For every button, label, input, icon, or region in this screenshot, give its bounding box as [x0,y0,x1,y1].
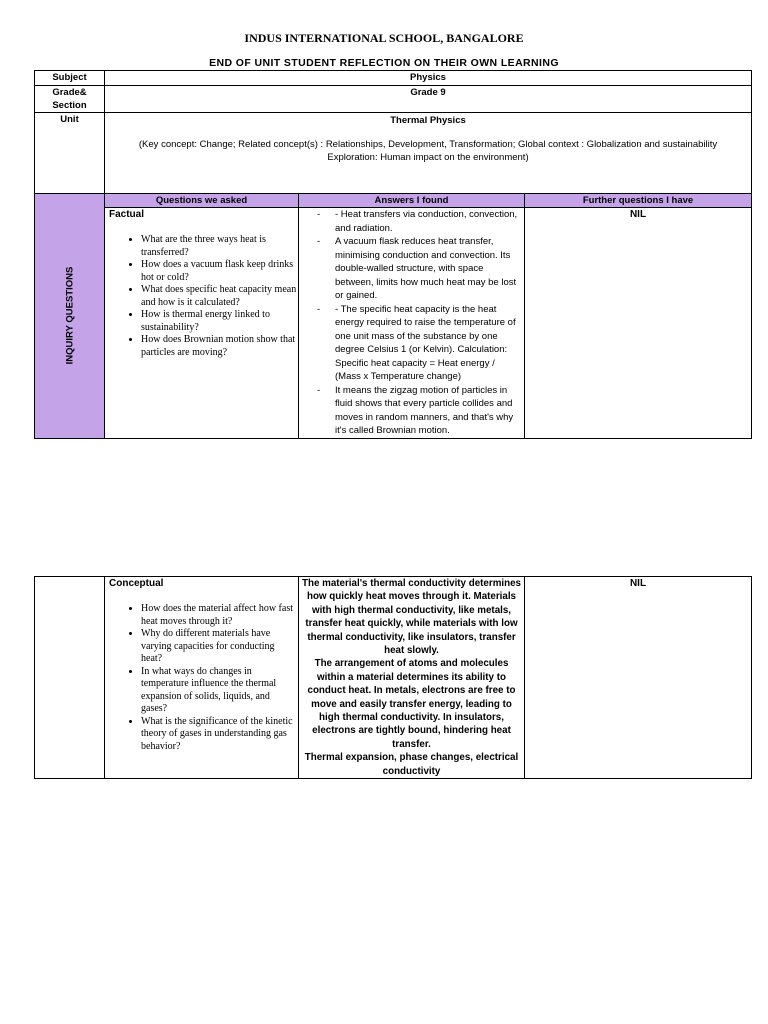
list-item: • Why do different materials have varying capacities for conducting heat? [141,628,298,666]
conceptual-title: Conceptual [109,578,164,589]
factual-title: Factual [109,209,145,220]
list-item: • How does a vacuum flask keep drinks hot or cold? [141,259,298,284]
document-title: END OF UNIT STUDENT REFLECTION ON THEIR OWN LEARNING [209,57,559,69]
list-item: • What are the three ways heat is transferred? [141,234,298,259]
unit-title: Thermal Physics [390,115,466,126]
col-further-header: Further questions I have [525,194,752,208]
conceptual-answer-1: The material's thermal conductivity determines how quickly heat moves through it. Materials with high thermal conductivity, like metals, transfer heat quickly, while materials with low thermal conductivity, like insulators, transfer heat slowly. [301,578,522,657]
inquiry-questions-label: INQUIRY QUESTIONS [64,266,75,365]
factual-answers-cell [299,208,525,439]
grade-value: Grade 9 [105,86,752,113]
list-item: • What does specific heat capacity mean and how is it calculated? [141,284,298,309]
list-item: • How does Brownian motion show that particles are moving? [141,334,298,359]
conceptual-further-cell: NIL [525,577,752,779]
unit-concept [105,138,751,164]
unit-label: Unit [35,113,105,194]
col-questions-header: Questions we asked [105,194,299,208]
school-name: INDUS INTERNATIONAL SCHOOL, BANGALORE [244,31,524,45]
list-item: • What is the significance of the kinetic theory of gases in understanding gas behavior? [141,716,298,754]
unit-concept-line-2: Exploration: Human impact on the environment) [327,152,529,163]
list-item: - It means the zigzag motion of particles in fluid shows that every particle collides and moves in random manners, and that's why it's called Brownian motion. [335,384,518,438]
conceptual-table [34,576,752,779]
conceptual-side-cell [35,577,105,779]
list-item: - - The specific heat capacity is the heat energy required to raise the temperature of one unit mass of the substance by one degree Celsius 1 (or Kelvin). Calculation: Specific heat capacity = Heat energy / (Mass x Temperature change) [335,303,518,384]
subject-value: Physics [105,71,752,86]
factual-question-list [105,234,298,359]
list-item: - - Heat transfers via conduction, convection, and radiation. [335,208,518,235]
unit-concept-line-1: (Key concept: Change; Related concept(s) : Relationships, Development, Transformation; Global context : Globalization and sustainability [138,139,718,150]
conceptual-question-list [105,603,298,753]
unit-cell [105,113,752,194]
factual-further-cell: NIL [525,208,752,439]
list-item: • How is thermal energy linked to sustainability? [141,309,298,334]
conceptual-answers-cell [299,577,525,779]
inquiry-side-label [35,194,105,439]
list-item: • In what ways do changes in temperature influence the thermal expansion of solids, liquids, and gases? [141,666,298,716]
list-item: • How does the material affect how fast heat moves through it? [141,603,298,628]
reflection-table [34,70,752,439]
conceptual-answer-3: Thermal expansion, phase changes, electrical conductivity [304,752,519,777]
list-item: - A vacuum flask reduces heat transfer, minimising conduction and convection. Its double-walled structure, with space between, limits how much heat may be lost or gained. [335,235,518,303]
factual-answer-list [299,208,524,438]
subject-label: Subject [35,71,105,86]
grade-label: Grade& Section [35,86,105,113]
conceptual-questions-cell [105,577,299,779]
conceptual-answer-2: The arrangement of atoms and molecules within a material determines its ability to conduct heat. In metals, electrons are free to move and easily transfer energy, leading to high thermal conductivity. In insulators, electrons are tightly bound, hindering heat transfer. [307,658,516,750]
factual-questions-cell [105,208,299,439]
col-answers-header: Answers I found [299,194,525,208]
